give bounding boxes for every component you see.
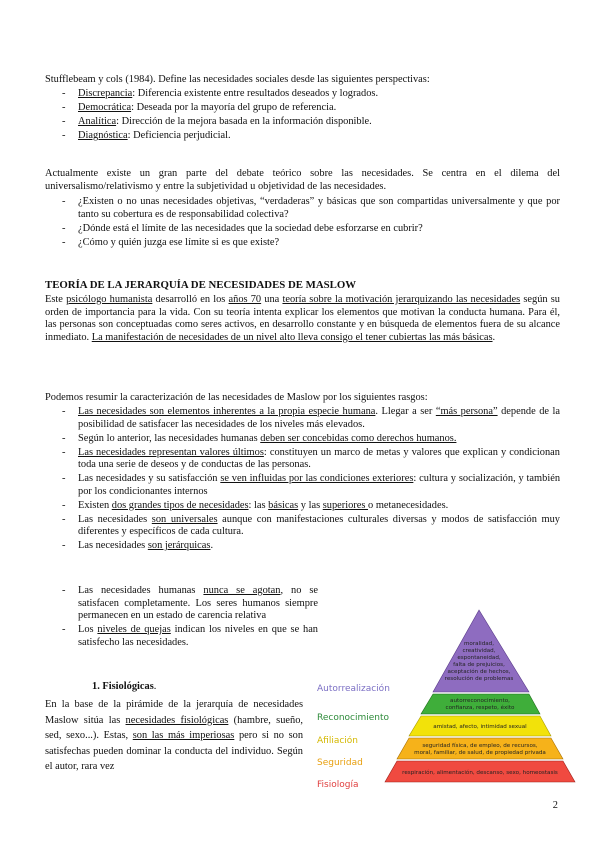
traits-list-continued xyxy=(45,585,318,651)
level-text: autorreconocimiento, xyxy=(450,698,510,704)
maslow-pyramid xyxy=(313,608,589,792)
list-item: - ¿Dónde está el límite de las necesidades que la sociedad debe esforzarse en cubrir? xyxy=(45,223,560,236)
list-item: - ¿Existen o no unas necesidades objetivas, “verdaderas” y básicas que son compartidas universalmente y que por tanto su cobertura es de responsabilidad colectiva? xyxy=(45,196,560,221)
section-title: TEORÍA DE LA JERARQUÍA DE NECESIDADES DE MASLOW xyxy=(45,279,357,291)
level-text: respiración, alimentación, descanso, sexo, homeostasis xyxy=(402,770,558,776)
level-text: creatividad, xyxy=(462,648,496,654)
level-text: moral, familiar, de salud, de propiedad privada xyxy=(414,750,546,756)
list-item: - Existen dos grandes tipos de necesidades: las básicas y las superiores o metanecesidades. xyxy=(45,500,560,513)
traits-list xyxy=(45,406,560,554)
list-item: - Según lo anterior, las necesidades humanas deben ser concebidas como derechos humanos. xyxy=(45,433,560,446)
list-item: - Discrepancia: Diferencia existente entre resultados deseados y logrados. xyxy=(45,88,560,101)
list-item: - Diagnóstica: Deficiencia perjudicial. xyxy=(45,130,560,143)
fisio-paragraph: En la base de la pirámide de la jerarquía de necesidades Maslow sitúa las necesidades fisiológicas (hambre, sueño, sed, sexo...). Estas, son las más imperiosas pero si no son satisfechas pueden dominar la conducta del individuo. Según el autor, rara vez xyxy=(45,699,304,772)
level-text: resolución de problemas xyxy=(444,676,514,682)
debate-paragraph: Actualmente existe un gran parte del debate teórico sobre las necesidades. Se centra en el dilema del universalismo/relativismo y entre la subjetividad u objetividad de las necesidades. xyxy=(45,168,560,192)
level-label-reconocimiento: Reconocimiento xyxy=(317,713,390,723)
level-label-autorrealizacion: Autorrealización xyxy=(317,684,390,694)
list-item: - Las necesidades y su satisfacción se ven influidas por las condiciones exteriores: cultura y socialización, y también por los condicionantes internos xyxy=(45,473,560,498)
perspectives-list xyxy=(45,88,560,144)
summary-lead: Podemos resumir la caracterización de las necesidades de Maslow por los siguientes rasgos: xyxy=(45,392,428,403)
level-text: aceptación de hechos, xyxy=(447,669,511,675)
level-text: moralidad, xyxy=(463,641,495,647)
intro-lead: Stufflebeam y cols (1984). Define las necesidades sociales desde las siguientes perspectivas: xyxy=(45,74,430,85)
list-item: - Las necesidades son jerárquicas. xyxy=(45,540,560,553)
level-text: falta de prejuicios, xyxy=(453,662,505,668)
level-text: confianza, respeto, éxito xyxy=(445,705,515,711)
list-item: - Las necesidades representan valores últimos: constituyen un marco de metas y valores que explican y condicionan toda una serie de deseos y de conductas de las personas. xyxy=(45,447,560,472)
list-item: - Los niveles de quejas indican los niveles en que se han satisfecho las necesidades. xyxy=(45,624,318,649)
level-text: amistad, afecto, intimidad sexual xyxy=(433,724,527,730)
list-item: - Las necesidades humanas nunca se agotan, no se satisfacen completamente. Los seres humanos siempre permanecen en un estado de carencia relativa xyxy=(45,585,318,623)
list-item: - Analítica: Dirección de la mejora basada en la información disponible. xyxy=(45,116,560,129)
questions-list xyxy=(45,196,560,251)
pyramid-level-reconocimiento xyxy=(421,694,540,714)
subsection-heading: 1. Fisiológicas. xyxy=(92,681,157,692)
page-number: 2 xyxy=(552,800,558,811)
list-item: - ¿Cómo y quién juzga ese límite si es que existe? xyxy=(45,237,560,250)
level-label-afiliacion: Afiliación xyxy=(317,736,359,746)
list-item: - Las necesidades son universales aunque con manifestaciones culturales diversas y modos de satisfacción muy diferentes y específicos de cada cultura. xyxy=(45,514,560,539)
level-label-seguridad: Seguridad xyxy=(317,758,363,768)
list-item: - Democrática: Deseada por la mayoría del grupo de referencia. xyxy=(45,102,560,115)
level-text: seguridad física, de empleo, de recursos, xyxy=(422,743,538,749)
level-text: espontaneidad, xyxy=(457,655,501,661)
level-label-fisiologia: Fisiología xyxy=(317,780,359,790)
maslow-paragraph: Este psicólogo humanista desarrolló en los años 70 una teoría sobre la motivación jerarquizando las necesidades según su orden de importancia para la vida. Con su teoría intenta explicar los elementos que motivan la conducta humana. Para él, las personas son conceptuadas como seres activos, en desarrollo constante y en búsqueda de elementos fuera de su alcance inmediato. La manifestación de necesidades de un nivel alto lleva consigo el tener cubiertas las más básicas. xyxy=(45,294,560,343)
list-item: - Las necesidades son elementos inherentes a la propia especie humana. Llegar a ser “más persona” depende de la posibilidad de satisfacer las necesidades de los niveles más elevados. xyxy=(45,406,560,431)
